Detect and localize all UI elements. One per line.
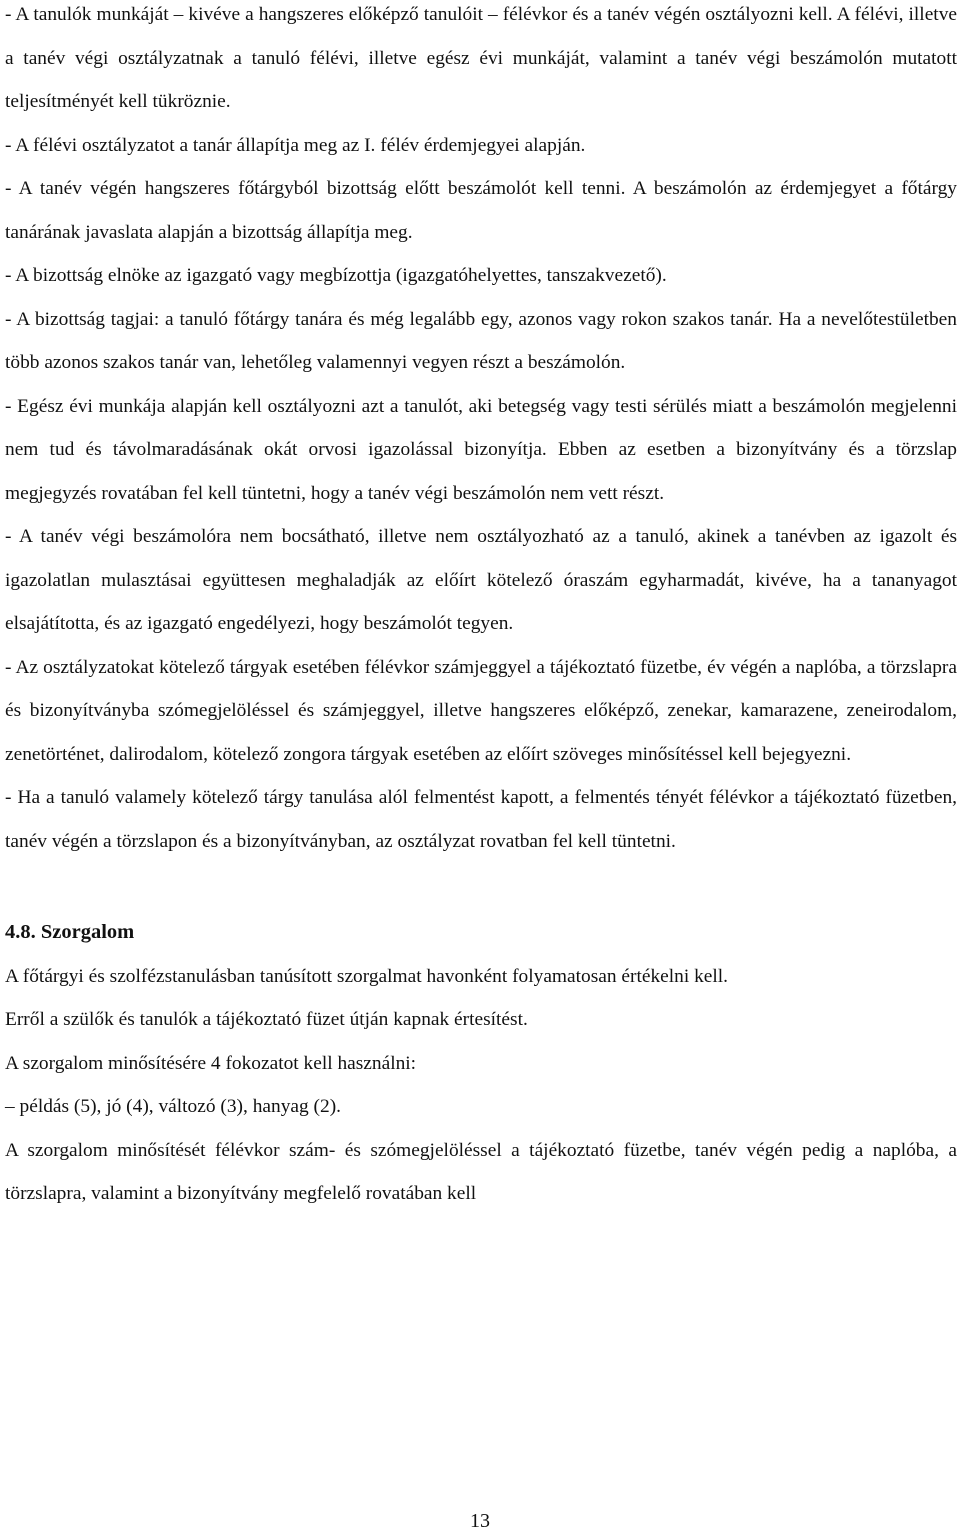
section-line: – példás (5), jó (4), változó (3), hanyag (2). xyxy=(5,1096,341,1117)
paragraph-illness-exception: - Egész évi munkája alapján kell osztályozni azt a tanulót, aki betegség vagy testi sérülés miatt a beszámolón megjelenni nem tud és távolmaradásának okát orvosi igazolással bizonyítja. Ebben az esetben a bizonyítvány és a törzslap megjegyzés rovatában fel kell tüntetni, hogy a tanév végi beszámolón nem vett részt. xyxy=(5,395,957,504)
section-line: Erről a szülők és tanulók a tájékoztató füzet útján kapnak értesítést. xyxy=(5,1009,528,1030)
section-last-paragraph: A szorgalom minősítését félévkor szám- és szómegjelöléssel a tájékoztató füzetbe, tanév végén pedig a naplóba, a törzslapra, valamint a bizonyítvány megfelelő rovatában kell xyxy=(5,1139,957,1204)
page-number: 13 xyxy=(470,1510,490,1532)
paragraph-exemption: - Ha a tanuló valamely kötelező tárgy tanulása alól felmentést kapott, a felmentés tényét félévkor a tájékoztató füzetben, tanév végén a törzslapon és a bizonyítványban, az osztályzat rovatban fel kell tüntetni. xyxy=(5,787,957,852)
paragraph-committee-chair: - A bizottság elnöke az igazgató vagy megbízottja (igazgatóhelyettes, tanszakvezető). xyxy=(5,265,667,286)
section-line: A szorgalom minősítésére 4 fokozatot kell használni: xyxy=(5,1052,417,1074)
section-line: A főtárgyi és szolfézstanulásban tanúsított szorgalmat havonként folyamatosan értékelni kell. xyxy=(5,965,729,987)
paragraph-committee-exam: - A tanév végén hangszeres főtárgyból bizottság előtt beszámolót kell tenni. A beszámolón az érdemjegyet a főtárgy tanárának javaslata alapján a bizottság állapítja meg. xyxy=(5,178,957,243)
paragraph-grading-semester-end: - A tanulók munkáját – kivéve a hangszeres előképző tanulóit – félévkor és a tanév végén osztályozni kell. A félévi, illetve a tanév végi osztályzatnak a tanuló félévi, illetve egész évi munkáját, valamint a tanév végi beszámolón mutatott teljesítményét kell tükröznie. xyxy=(5,4,957,112)
section-diligence xyxy=(5,911,957,1216)
paragraph-semester-grade: - A félévi osztályzatot a tanár állapítja meg az I. félév érdemjegyei alapján. xyxy=(5,134,586,156)
paragraph-absence-rule: - A tanév végi beszámolóra nem bocsátható, illetve nem osztályozható az a tanuló, akinek a tanévben az igazolt és igazolatlan mulasztásai együttesen meghaladják az előírt kötelező óraszám egyharmadát, kivéve, ha a tananyagot elsajátította, és az igazgató engedélyezi, hogy beszámolót tegyen. xyxy=(5,526,957,634)
document-page xyxy=(5,0,957,1216)
paragraph-committee-members: - A bizottság tagjai: a tanuló főtárgy tanára és még legalább egy, azonos vagy rokon szakos tanár. Ha a nevelőtestületben több azonos szakos tanár van, lehetőleg valamennyi vegyen részt a beszámolón. xyxy=(5,308,957,373)
section-heading: 4.8. Szorgalom xyxy=(5,921,135,943)
paragraph-grade-recording: - Az osztályzatokat kötelező tárgyak esetében félévkor számjeggyel a tájékoztató füzetbe, év végén a naplóba, a törzslapra és bizonyítványba szómegjelöléssel és számjeggyel, illetve hangszeres előképző, zenekar, kamarazene, zeneirodalom, zenetörténet, dalirodalom, kötelező zongora tárgyak esetében az előírt szöveges minősítéssel kell bejegyezni. xyxy=(5,656,957,765)
